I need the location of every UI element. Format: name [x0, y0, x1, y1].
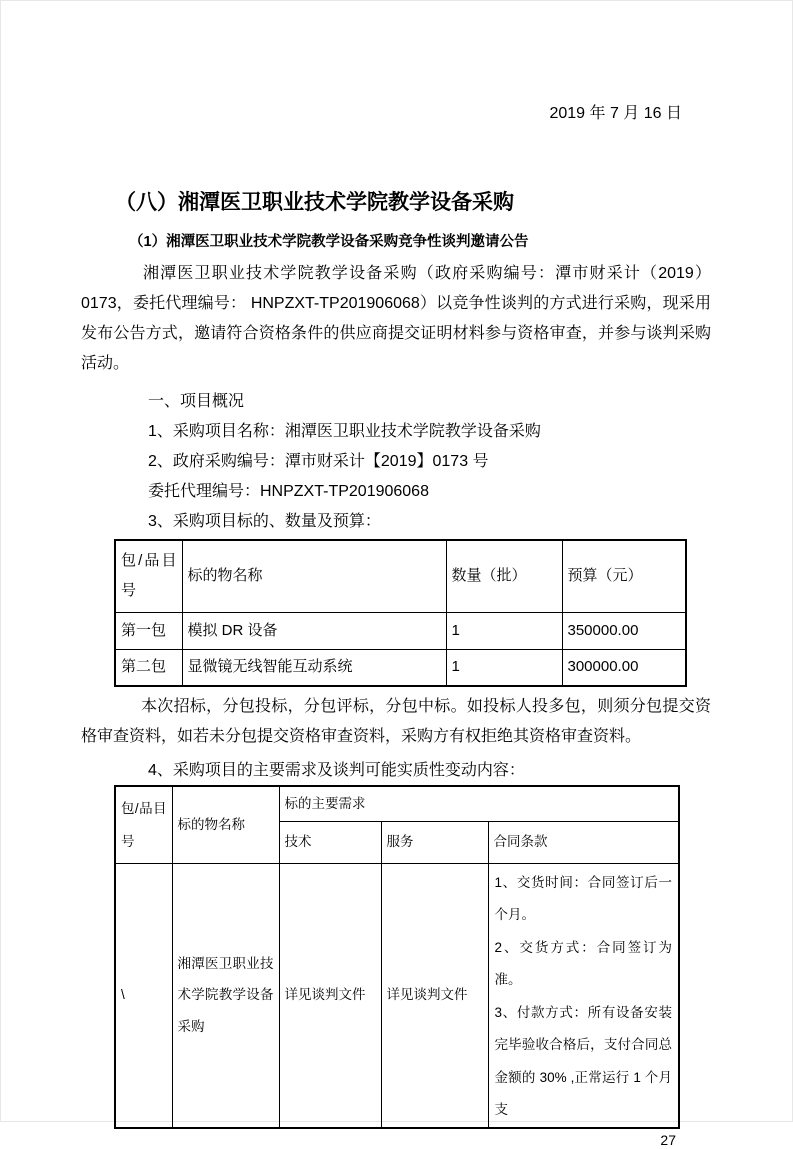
table-cell-package: 第二包 — [115, 649, 182, 686]
intro-paragraph: 湘潭医卫职业技术学院教学设备采购（政府采购编号：潭市财采计（2019）0173，委托代理编号： HNPZXT-TP201906068）以竞争性谈判的方式进行采购，现采用发布公告方式，邀请符合资格条件的供应商提交证明材料参与资格审查，并参与谈判采购活动。 — [81, 265, 711, 372]
page-number: 27 — [660, 1131, 676, 1148]
table-cell-quantity: 1 — [446, 649, 562, 686]
req-header-contract: 合同条款 — [488, 821, 679, 863]
req-cell-package: \ — [115, 863, 172, 1128]
table-row — [115, 863, 679, 1128]
table-cell-budget: 300000.00 — [562, 649, 686, 686]
budget-header-quantity: 数量（批） — [446, 540, 562, 612]
req-header-service: 服务 — [381, 821, 488, 863]
req-cell-subject: 湘潭医卫职业技术学院教学设备采购 — [172, 863, 279, 1128]
announcement-subheading: （1）湘潭医卫职业技术学院教学设备采购竞争性谈判邀请公告 — [129, 234, 529, 250]
overview-list — [1, 387, 792, 537]
overview-item-project-name: 1、采购项目名称：湘潭医卫职业技术学院教学设备采购 — [148, 423, 541, 440]
requirements-table — [114, 785, 680, 1129]
req-cell-service: 详见谈判文件 — [381, 863, 488, 1128]
contract-term: 3、付款方式：所有设备安装完毕验收合格后，支付合同总金额的 30% ,正常运行 1 个月支 — [494, 1004, 673, 1117]
document-date: 2019 年 7 月 16 日 — [549, 105, 682, 122]
table-cell-package: 第一包 — [115, 612, 182, 649]
table-cell-subject: 模拟 DR 设备 — [182, 612, 446, 649]
overview-item-agency-number: 委托代理编号：HNPZXT-TP201906068 — [148, 483, 429, 500]
budget-table-header-row — [115, 540, 686, 612]
requirements-heading: 4、采购项目的主要需求及谈判可能实质性变动内容： — [148, 762, 525, 779]
req-header-subject: 标的物名称 — [172, 786, 279, 863]
overview-item-budget-intro: 3、采购项目标的、数量及预算： — [148, 513, 381, 530]
budget-header-budget: 预算（元） — [562, 540, 686, 612]
table-cell-budget: 350000.00 — [562, 612, 686, 649]
budget-table — [114, 539, 687, 687]
table-row — [115, 649, 686, 686]
req-header-package: 包/品目号 — [115, 786, 172, 863]
table-cell-quantity: 1 — [446, 612, 562, 649]
table-row — [115, 612, 686, 649]
overview-title: 一、项目概况 — [148, 393, 245, 410]
overview-item-gov-number: 2、政府采购编号：潭市财采计【2019】0173 号 — [148, 453, 489, 470]
req-header-main-requirements: 标的主要需求 — [279, 786, 679, 821]
req-cell-contract — [488, 863, 679, 1128]
budget-header-package: 包/品目号 — [115, 540, 182, 612]
table-cell-subject: 显微镜无线智能互动系统 — [182, 649, 446, 686]
section-heading: （八）湘潭医卫职业技术学院教学设备采购 — [115, 191, 514, 214]
budget-header-subject: 标的物名称 — [182, 540, 446, 612]
contract-term: 1、交货时间：合同签订后一个月。 — [494, 874, 673, 922]
contract-term: 2、交货方式：合同签订为准。 — [494, 939, 673, 987]
requirements-header-row-top — [115, 786, 679, 821]
split-bid-note: 本次招标，分包投标，分包评标，分包中标。如投标人投多包，则须分包提交资格审查资料，如若未分包提交资格审查资料，采购方有权拒绝其资格审查资料。 — [81, 698, 711, 745]
req-header-tech: 技术 — [279, 821, 381, 863]
req-cell-tech: 详见谈判文件 — [279, 863, 381, 1128]
